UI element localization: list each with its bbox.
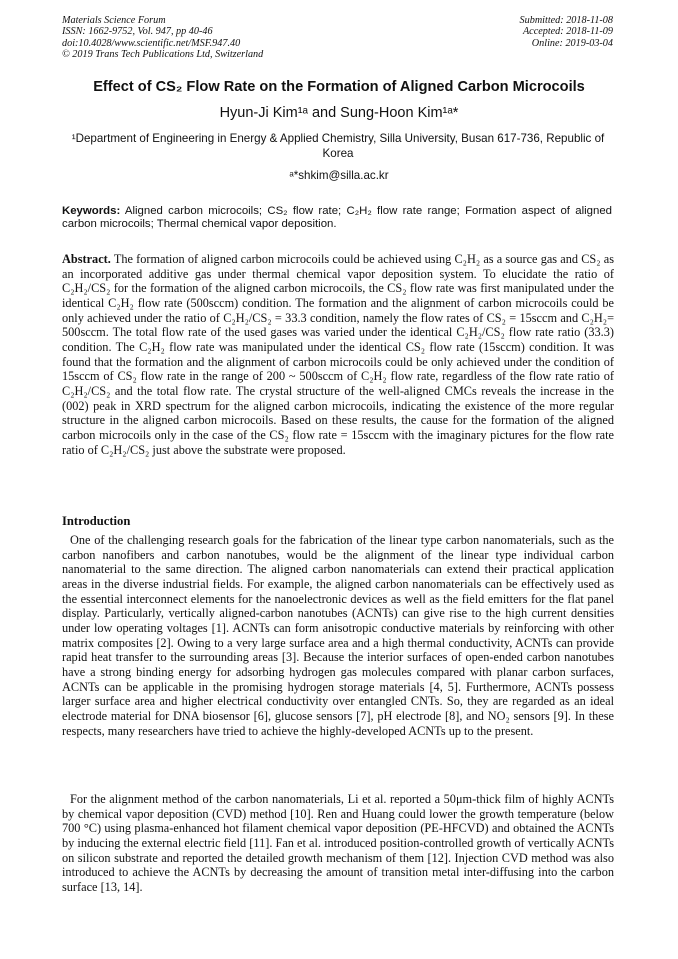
journal-header [62,15,263,60]
journal-name: Materials Science Forum [62,15,166,26]
submitted-date: Submitted: 2018-11-08 [519,15,613,26]
keywords-label: Keywords: [62,205,121,217]
paper-title: Effect of CS₂ Flow Rate on the Formation of Aligned Carbon Microcoils [93,79,585,95]
introduction-paragraph-2: For the alignment method of the carbon nanomaterials, Li et al. reported a 50μm-thick film of highly ACNTs by chemical vapor deposition (CVD) method [10]. Ren and Huang could lower the growth temperature (below 700 °C) using plasma-enhanced hot filament chemical vapor deposition (PE-HFCVD) and obtained the ACNTs by inducing the external electric field [11]. Fan et al. introduced position-controlled growth of vertically ACNTs on silicon substrate and reported the detailed growth mechanism of them [12]. Injection CVD method was also introduced to achieve the ACNTs by decreasing the amount of transition metal inter-diffusing into the carbon surface [13, 14]. [62,792,614,894]
keywords [62,205,612,231]
introduction-heading: Introduction [62,514,131,528]
paper-authors: Hyun-Ji Kim¹ᵃ and Sung-Hoon Kim¹ᵃ* [219,105,459,121]
abstract-text: The formation of aligned carbon microcoils could be achieved using C₂H₂ as a source gas and CS₂ as an incorporated additive gas under thermal chemical vapor deposition system. To elucidate the ratio of C₂H₂/CS₂ for the formation of the aligned carbon microcoils, the CS₂ flow rate was first manipulated under the identical C₂H₂ flow rate (500sccm) condition. The formation and the alignment of carbon microcoils could be only achieved under the ratio of C₂H₂/CS₂ = 33.3 condition, namely the flow rates of CS₂ = 15sccm and C₂H₂= 500sccm. The total flow rate of the used gases was varied under the identical C₂H₂/CS₂ flow rate ratio (33.3) condition. The C₂H₂ flow rate was manipulated under the identical CS₂ flow rate (15sccm) condition. It was found that the formation and the alignment of carbon microcoils could be only achieved under the condition of 15sccm of CS₂ flow rate in the range of 200 ~ 500sccm of C₂H₂ flow rate, regardless of the flow rate ratio of C₂H₂/CS₂ and the total flow rate. The crystal structure of the well-aligned CMCs reveals the increase in the (002) peak in XRD spectrum for the aligned carbon microcoils, indicating the existence of the more regular structure in the aligned carbon microcoils. Based on these results, the cause for the formation of the aligned carbon microcoils only in the case of the CS₂ flow rate = 15sccm with the imaginary pictures for the flow rate ratio of C₂H₂/CS₂ just above the substrate were proposed. [62,252,615,457]
accepted-date: Accepted: 2018-11-09 [522,26,613,38]
introduction-paragraph-1: One of the challenging research goals for the fabrication of the linear type carbon nanomaterials, such as the carbon nanofibers and carbon nanotubes, would be the alignment of the linear type individual carbon nanomaterial to the same direction. The aligned carbon nanomaterials can extend their practical application areas in the diverse industrial fields. For example, the aligned carbon nanomaterials can be effectively used as the essential interconnect elements for the nanoelectronic devices as well as the field emitters for the flat panel display. Particularly, vertically aligned-carbon nanotubes (ACNTs) can give rise to the high current densities under low operating voltages [1]. ACNTs can form anisotropic conductive materials by reinforcing with other matrix composites [2]. Owing to a very large surface area and a high thermal conductivity, ACNTs can provide rapid heat transfer to the surrounding areas [3]. Because the interior surfaces of open-ended carbon nanotubes have a strong binding energy for adsorbing hydrogen gas molecules compared with planar carbon surfaces, ACNTs can be applicable in the promising hydrogen storage materials [4, 5]. Furthermore, ACNTs possess larger surface area and higher electrical conductivity over entangled CNTs. So, they are regarded as an ideal electrode material for DNA biosensor [6], glucose sensors [7], pH electrode [8], and NO₂ sensors [9]. In these respects, many researchers have tried to achieve the highly-developed ACNTs up to the present. [62,533,614,738]
journal-copyright: © 2019 Trans Tech Publications Ltd, Switzerland [62,48,264,60]
keywords-text: Aligned carbon microcoils; CS₂ flow rate; C₂H₂ flow rate range; Formation aspect of aligned carbon microcoils; Thermal chemical vapor deposition. [62,205,612,230]
online-date: Online: 2019-03-04 [531,37,613,49]
abstract-label: Abstract. [62,252,111,266]
dates-header [520,15,613,49]
author-affiliation: ¹Department of Engineering in Energy & Applied Chemistry, Silla University, Busan 617-736, Republic of Korea [71,132,605,160]
journal-doi: doi:10.4028/www.scientific.net/MSF.947.40 [62,37,241,49]
journal-issn: ISSN: 1662-9752, Vol. 947, pp 40-46 [62,26,213,38]
abstract [62,252,614,457]
author-email: ᵃ*shkim@silla.ac.kr [289,169,389,182]
